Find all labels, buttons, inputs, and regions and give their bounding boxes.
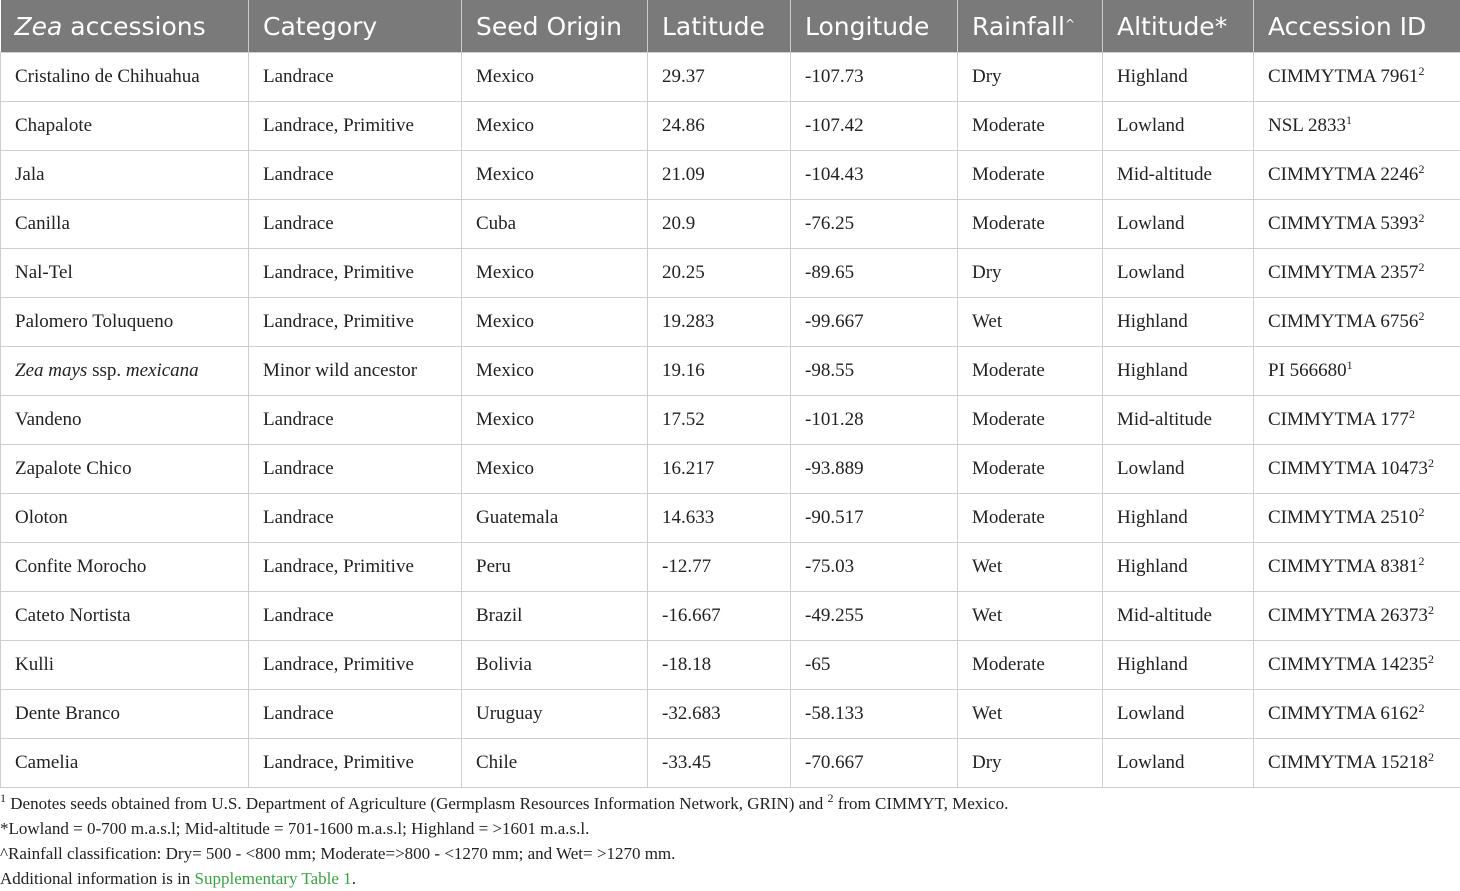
cell-rainfall: Wet: [958, 690, 1103, 739]
cell-latitude: 24.86: [648, 102, 791, 151]
cell-latitude: -18.18: [648, 641, 791, 690]
cell-accession-name: Chapalote: [1, 102, 249, 151]
cell-altitude: Highland: [1103, 53, 1254, 102]
cell-altitude: Mid-altitude: [1103, 396, 1254, 445]
cell-altitude: Lowland: [1103, 739, 1254, 788]
footnote-marker: 2: [1418, 64, 1424, 78]
header-accession-id: Accession ID: [1254, 0, 1460, 53]
cell-seed-origin: Uruguay: [462, 690, 648, 739]
cell-accession-id: CIMMYTMA 26373$^2$: [1254, 592, 1460, 641]
cell-latitude: 20.25: [648, 249, 791, 298]
cell-accession-id: CIMMYTMA 14235$^2$: [1254, 641, 1460, 690]
footnote-marker: 2: [1409, 407, 1415, 421]
cell-accession-id: CIMMYTMA 7961$^2$: [1254, 53, 1460, 102]
cell-accession-id: CIMMYTMA 10473$^2$: [1254, 445, 1460, 494]
cell-category: Landrace: [249, 151, 462, 200]
cell-accession-name: Camelia: [1, 739, 249, 788]
cell-longitude: -98.55: [791, 347, 958, 396]
cell-rainfall: Wet: [958, 298, 1103, 347]
cell-accession-id: CIMMYTMA 5393$^2$: [1254, 200, 1460, 249]
cell-altitude: Highland: [1103, 641, 1254, 690]
footnote-marker: 1: [1346, 113, 1352, 127]
cell-accession-name: Zapalote Chico: [1, 445, 249, 494]
cell-category: Landrace: [249, 53, 462, 102]
cell-latitude: 14.633: [648, 494, 791, 543]
cell-latitude: -12.77: [648, 543, 791, 592]
footnote-marker: 2: [1418, 260, 1424, 274]
header-accessions: Zea accessions: [1, 0, 249, 53]
table-row: [1, 53, 1460, 102]
cell-accession-id: CIMMYTMA 2246$^2$: [1254, 151, 1460, 200]
footnote-altitude: *Lowland = 0-700 m.a.s.l; Mid-altitude = 701-1600 m.a.s.l; Highland = >1601 m.a.s.l.: [0, 816, 1460, 841]
footnote-marker: 2: [1418, 162, 1424, 176]
cell-latitude: 17.52: [648, 396, 791, 445]
cell-accession-name: Jala: [1, 151, 249, 200]
cell-longitude: -49.255: [791, 592, 958, 641]
table-row: [1, 494, 1460, 543]
cell-accession-name: Zea mays ssp. mexicana: [1, 347, 249, 396]
footnote-marker: 2: [1418, 701, 1424, 715]
cell-accession-name: Canilla: [1, 200, 249, 249]
cell-accession-id: CIMMYTMA 6756$^2$: [1254, 298, 1460, 347]
cell-rainfall: Moderate: [958, 445, 1103, 494]
cell-seed-origin: Mexico: [462, 249, 648, 298]
cell-accession-name: Dente Branco: [1, 690, 249, 739]
cell-altitude: Lowland: [1103, 249, 1254, 298]
cell-seed-origin: Mexico: [462, 445, 648, 494]
cell-altitude: Highland: [1103, 347, 1254, 396]
cell-latitude: -32.683: [648, 690, 791, 739]
cell-longitude: -76.25: [791, 200, 958, 249]
cell-accession-id: CIMMYTMA 2357$^2$: [1254, 249, 1460, 298]
cell-accession-name: Confite Morocho: [1, 543, 249, 592]
table-row: [1, 151, 1460, 200]
cell-accession-id: CIMMYTMA 2510$^2$: [1254, 494, 1460, 543]
cell-rainfall: Moderate: [958, 102, 1103, 151]
cell-category: Minor wild ancestor: [249, 347, 462, 396]
cell-seed-origin: Mexico: [462, 151, 648, 200]
cell-category: Landrace, Primitive: [249, 641, 462, 690]
cell-latitude: -33.45: [648, 739, 791, 788]
cell-seed-origin: Mexico: [462, 53, 648, 102]
cell-altitude: Highland: [1103, 494, 1254, 543]
table-row: [1, 690, 1460, 739]
cell-rainfall: Wet: [958, 543, 1103, 592]
cell-longitude: -93.889: [791, 445, 958, 494]
cell-seed-origin: Peru: [462, 543, 648, 592]
footnote-marker: 2: [1418, 554, 1424, 568]
cell-seed-origin: Mexico: [462, 298, 648, 347]
cell-accession-name: Kulli: [1, 641, 249, 690]
cell-rainfall: Moderate: [958, 396, 1103, 445]
cell-accession-id: PI 566680$^1$: [1254, 347, 1460, 396]
supplementary-table-link[interactable]: Supplementary Table 1: [195, 869, 352, 888]
cell-seed-origin: Mexico: [462, 396, 648, 445]
cell-category: Landrace, Primitive: [249, 543, 462, 592]
header-seed-origin: Seed Origin: [462, 0, 648, 53]
table-row: [1, 739, 1460, 788]
cell-seed-origin: Cuba: [462, 200, 648, 249]
cell-category: Landrace: [249, 396, 462, 445]
cell-longitude: -101.28: [791, 396, 958, 445]
cell-longitude: -89.65: [791, 249, 958, 298]
cell-accession-id: CIMMYTMA 8381$^2$: [1254, 543, 1460, 592]
cell-accession-name: Palomero Toluqueno: [1, 298, 249, 347]
header-altitude: Altitude*: [1103, 0, 1254, 53]
cell-accession-id: CIMMYTMA 6162$^2$: [1254, 690, 1460, 739]
table-row: [1, 298, 1460, 347]
footnote-marker: 2: [1428, 652, 1434, 666]
cell-rainfall: Moderate: [958, 347, 1103, 396]
footnote-additional: Additional information is in Supplementary Table 1.: [0, 866, 1460, 891]
footnote-marker: 2: [1428, 750, 1434, 764]
footnote-marker: 2: [1418, 211, 1424, 225]
cell-category: Landrace, Primitive: [249, 298, 462, 347]
cell-longitude: -90.517: [791, 494, 958, 543]
header-longitude: Longitude: [791, 0, 958, 53]
cell-accession-id: NSL 2833$^1$: [1254, 102, 1460, 151]
cell-latitude: 21.09: [648, 151, 791, 200]
cell-category: Landrace, Primitive: [249, 739, 462, 788]
cell-rainfall: Moderate: [958, 151, 1103, 200]
cell-category: Landrace: [249, 200, 462, 249]
table-row: [1, 592, 1460, 641]
footnote-marker: 2: [1428, 456, 1434, 470]
cell-altitude: Lowland: [1103, 200, 1254, 249]
header-rainfall: Rainfall^: [958, 0, 1103, 53]
cell-accession-id: CIMMYTMA 15218$^2$: [1254, 739, 1460, 788]
cell-latitude: 19.16: [648, 347, 791, 396]
cell-latitude: -16.667: [648, 592, 791, 641]
cell-category: Landrace: [249, 690, 462, 739]
cell-altitude: Mid-altitude: [1103, 592, 1254, 641]
cell-latitude: 29.37: [648, 53, 791, 102]
cell-latitude: 16.217: [648, 445, 791, 494]
table-row: [1, 102, 1460, 151]
cell-rainfall: Dry: [958, 739, 1103, 788]
header-latitude: Latitude: [648, 0, 791, 53]
cell-altitude: Lowland: [1103, 690, 1254, 739]
cell-longitude: -107.42: [791, 102, 958, 151]
footnote-marker: 1: [1347, 358, 1353, 372]
cell-longitude: -70.667: [791, 739, 958, 788]
cell-seed-origin: Mexico: [462, 102, 648, 151]
table-header-row: [1, 0, 1460, 53]
table-row: [1, 641, 1460, 690]
table-row: [1, 396, 1460, 445]
cell-altitude: Mid-altitude: [1103, 151, 1254, 200]
cell-accession-name: Vandeno: [1, 396, 249, 445]
cell-accession-name: Cristalino de Chihuahua: [1, 53, 249, 102]
cell-altitude: Lowland: [1103, 102, 1254, 151]
cell-rainfall: Moderate: [958, 641, 1103, 690]
header-category: Category: [249, 0, 462, 53]
cell-seed-origin: Guatemala: [462, 494, 648, 543]
cell-rainfall: Dry: [958, 249, 1103, 298]
cell-seed-origin: Mexico: [462, 347, 648, 396]
cell-accession-name: Cateto Nortista: [1, 592, 249, 641]
table-footnotes: [0, 791, 1460, 891]
table-row: [1, 249, 1460, 298]
cell-seed-origin: Chile: [462, 739, 648, 788]
table-body: [1, 53, 1460, 788]
cell-longitude: -99.667: [791, 298, 958, 347]
cell-accession-id: CIMMYTMA $177^2$: [1254, 396, 1460, 445]
cell-longitude: -65: [791, 641, 958, 690]
cell-accession-name: Oloton: [1, 494, 249, 543]
table-row: [1, 347, 1460, 396]
cell-category: Landrace: [249, 494, 462, 543]
cell-category: Landrace: [249, 445, 462, 494]
cell-category: Landrace, Primitive: [249, 249, 462, 298]
cell-longitude: -104.43: [791, 151, 958, 200]
cell-rainfall: Wet: [958, 592, 1103, 641]
cell-rainfall: Moderate: [958, 494, 1103, 543]
cell-latitude: 20.9: [648, 200, 791, 249]
table-row: [1, 543, 1460, 592]
cell-longitude: -107.73: [791, 53, 958, 102]
cell-rainfall: Moderate: [958, 200, 1103, 249]
table-row: [1, 200, 1460, 249]
cell-altitude: Highland: [1103, 298, 1254, 347]
table-row: [1, 445, 1460, 494]
footnote-sources: $^1$ Denotes seeds obtained from U.S. Department of Agriculture (Germplasm Resources Information Network, GRIN) and $^2$ from CIMMYT, Mexico.: [0, 791, 1460, 816]
footnote-marker: 2: [1418, 505, 1424, 519]
cell-altitude: Highland: [1103, 543, 1254, 592]
cell-longitude: -75.03: [791, 543, 958, 592]
footnote-rainfall: ^Rainfall classification: Dry= 500 - <800 mm; Moderate=>800 - <1270 mm; and Wet= >1270 mm.: [0, 841, 1460, 866]
cell-accession-name: Nal-Tel: [1, 249, 249, 298]
cell-altitude: Lowland: [1103, 445, 1254, 494]
cell-category: Landrace: [249, 592, 462, 641]
cell-rainfall: Dry: [958, 53, 1103, 102]
cell-seed-origin: Bolivia: [462, 641, 648, 690]
footnote-marker: 2: [1428, 603, 1434, 617]
cell-seed-origin: Brazil: [462, 592, 648, 641]
cell-longitude: -58.133: [791, 690, 958, 739]
cell-latitude: 19.283: [648, 298, 791, 347]
cell-category: Landrace, Primitive: [249, 102, 462, 151]
footnote-marker: 2: [1418, 309, 1424, 323]
